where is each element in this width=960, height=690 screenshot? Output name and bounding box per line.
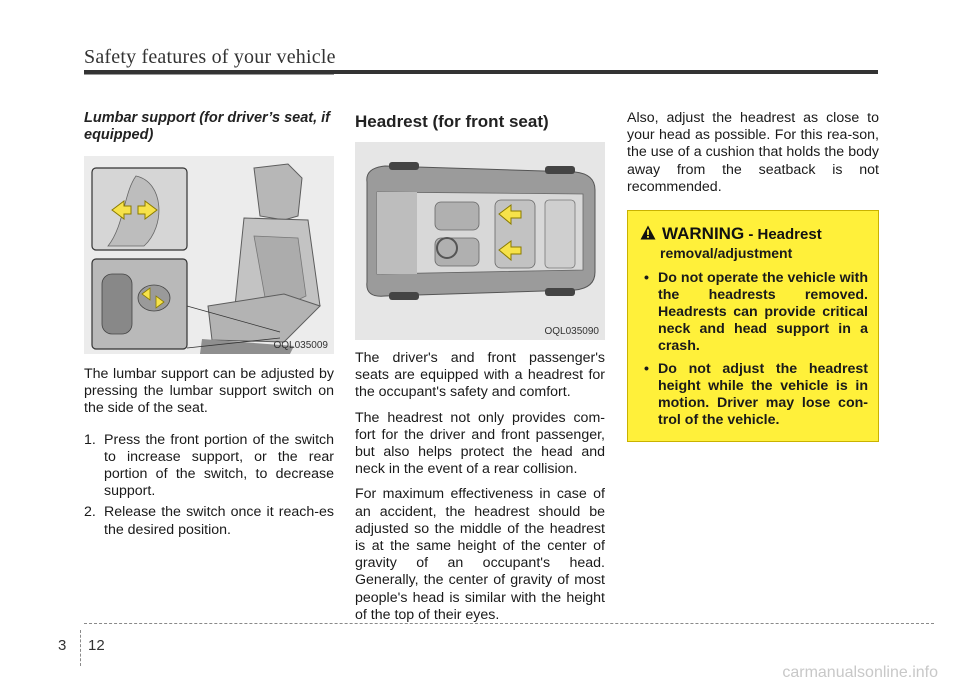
warning-title-suffix: - Headrest bbox=[744, 226, 822, 244]
page-header-title: Safety features of your vehicle bbox=[84, 46, 336, 68]
headrest-continued-text: Also, adjust the headrest as close to your head as possible. For this rea-son, the use of a cushion that holds the body away from the seatback is not recommended. bbox=[627, 110, 879, 195]
lumbar-step bbox=[84, 432, 334, 501]
column-headrest bbox=[355, 110, 605, 624]
warning-box bbox=[627, 210, 879, 442]
lumbar-figure-code: OQL035009 bbox=[273, 340, 328, 351]
watermark: carmanualsonline.info bbox=[782, 664, 938, 681]
warning-item: • Do not operate the vehicle with the headrests removed. Headrests can provide critical neck and head support in a crash. bbox=[638, 270, 868, 355]
header-rule-shadow bbox=[84, 74, 334, 75]
headrest-figure-code: OQL035090 bbox=[544, 326, 599, 337]
step-text: Press the front portion of the switch to increase support, or the rear portion of the switch, to decrease support. bbox=[104, 431, 334, 500]
step-number: 1. bbox=[84, 431, 96, 448]
headrest-paragraph: The driver's and front passenger's seats are equipped with a headrest for the occupant's safety and comfort. bbox=[355, 350, 605, 401]
warning-subtitle: removal/adjustment bbox=[660, 245, 793, 262]
step-text: Release the switch once it reach-es the desired position. bbox=[104, 504, 334, 538]
warning-list bbox=[638, 270, 868, 429]
warning-triangle-icon bbox=[640, 225, 656, 245]
chapter-number: 3 bbox=[58, 637, 67, 654]
footer-rule bbox=[84, 623, 934, 624]
lumbar-step bbox=[84, 504, 334, 538]
page-number: 12 bbox=[88, 637, 105, 654]
step-number: 2. bbox=[84, 504, 96, 521]
warning-label: WARNING bbox=[662, 224, 745, 244]
car-topview-illustration bbox=[355, 142, 605, 340]
warning-item: • Do not adjust the headrest height while the vehicle is in motion. Driver may lose con-trol of the vehicle. bbox=[638, 361, 868, 429]
headrest-paragraph: For maximum effectiveness in case of an accident, the headrest should be adjusted so the middle of the headrest is at the same height of the center of gravity of an occupant's head. Generally, the center of gravity of most people's head is similar with the height of the top of their eyes. bbox=[355, 486, 605, 623]
lumbar-steps bbox=[84, 432, 334, 539]
warning-header bbox=[638, 225, 868, 245]
column-lumbar bbox=[84, 110, 334, 539]
headrest-paragraph: The headrest not only provides com-fort for the driver and front passenger, but also helps protect the head and neck in the event of a rear collision. bbox=[355, 409, 605, 478]
lumbar-seat-illustration bbox=[84, 156, 334, 354]
headrest-heading: Headrest (for front seat) bbox=[355, 112, 549, 131]
footer-separator bbox=[80, 630, 81, 666]
column-headrest-continued bbox=[627, 110, 879, 442]
lumbar-figure bbox=[84, 156, 334, 354]
warning-title bbox=[662, 225, 822, 243]
lumbar-intro: The lumbar support can be adjusted by pressing the lumbar support switch on the side of the seat. bbox=[84, 366, 334, 417]
headrest-figure bbox=[355, 142, 605, 340]
lumbar-heading: Lumbar support (for driver’s seat, if equipped) bbox=[84, 110, 331, 143]
